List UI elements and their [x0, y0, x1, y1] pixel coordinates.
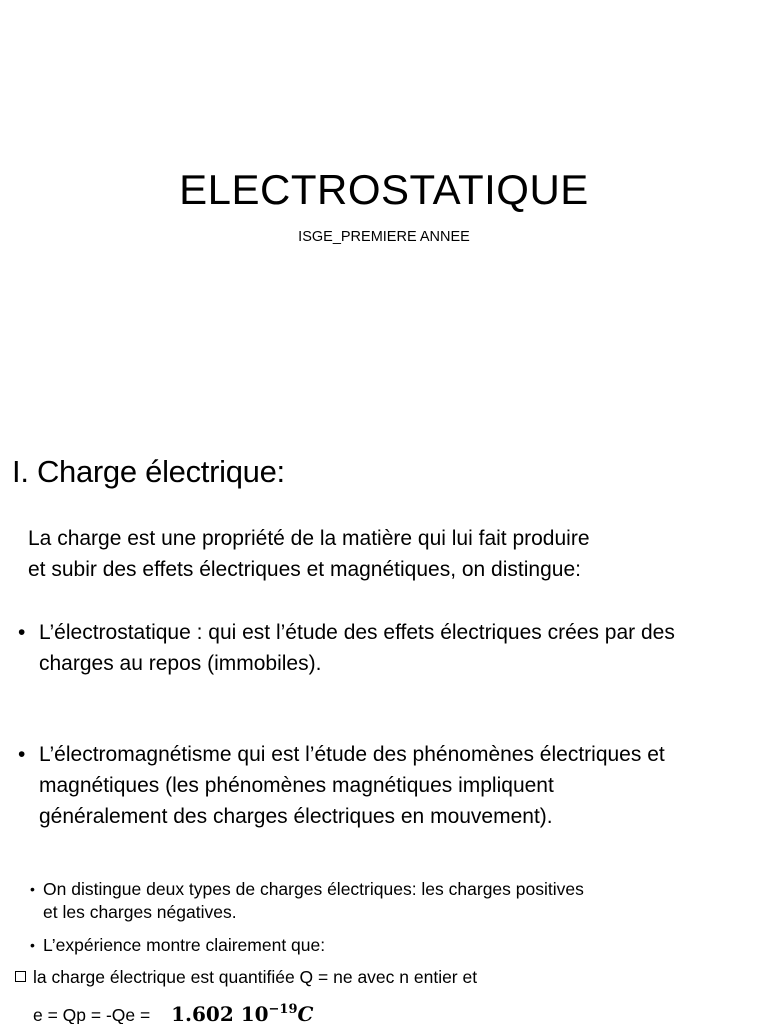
bullet-marker: • — [30, 881, 35, 897]
bullet-marker: • — [18, 621, 26, 644]
bullet-experience — [30, 934, 325, 957]
elementary-charge-equation — [33, 998, 313, 1024]
equation-exponent: −19 — [268, 1002, 298, 1017]
slide-title: ELECTROSTATIQUE — [179, 166, 589, 213]
intro-paragraph — [28, 523, 590, 585]
bullet-line: charges au repos (immobiles). — [39, 652, 322, 675]
section-heading: I. Charge électrique: — [12, 454, 285, 489]
intro-line: La charge est une propriété de la matière qui lui fait produire — [28, 527, 590, 550]
slide-subtitle: ISGE_PREMIERE ANNEE — [298, 229, 470, 245]
checkbox-item-text: la charge électrique est quantifiée Q = ne avec n entier et — [33, 967, 478, 987]
bullet-marker: • — [30, 937, 35, 953]
bullet-line: et les charges négatives. — [43, 902, 237, 922]
intro-line: et subir des effets électriques et magnétiques, on distingue: — [28, 558, 581, 581]
bullet-line: L’expérience montre clairement que: — [43, 935, 326, 955]
equation-value — [171, 1002, 313, 1024]
bullet-line: On distingue deux types de charges électriques: les charges positives — [43, 879, 584, 899]
checkbox-icon — [15, 971, 26, 982]
bullet-line: généralement des charges électriques en mouvement). — [39, 805, 553, 828]
equation-mantissa: 1.602 10 — [171, 1002, 269, 1024]
bullet-line: magnétiques (les phénomènes magnétiques impliquent — [39, 774, 554, 797]
equation-unit: C — [297, 1002, 314, 1024]
bullet-line: L’électromagnétisme qui est l’étude des phénomènes électriques et — [39, 743, 665, 766]
bullet-line: L’électrostatique : qui est l’étude des effets électriques crées par des — [39, 621, 675, 644]
quantified-charge-item — [15, 966, 477, 989]
title-slide — [0, 0, 768, 432]
bullet-marker: • — [18, 743, 26, 766]
equation-lhs: e = Qp = -Qe = — [33, 1005, 151, 1024]
bullet-electrostatique — [18, 617, 675, 679]
bullet-electromagnetisme — [18, 739, 665, 832]
content-slide — [0, 432, 768, 1024]
bullet-charge-types — [30, 878, 584, 924]
